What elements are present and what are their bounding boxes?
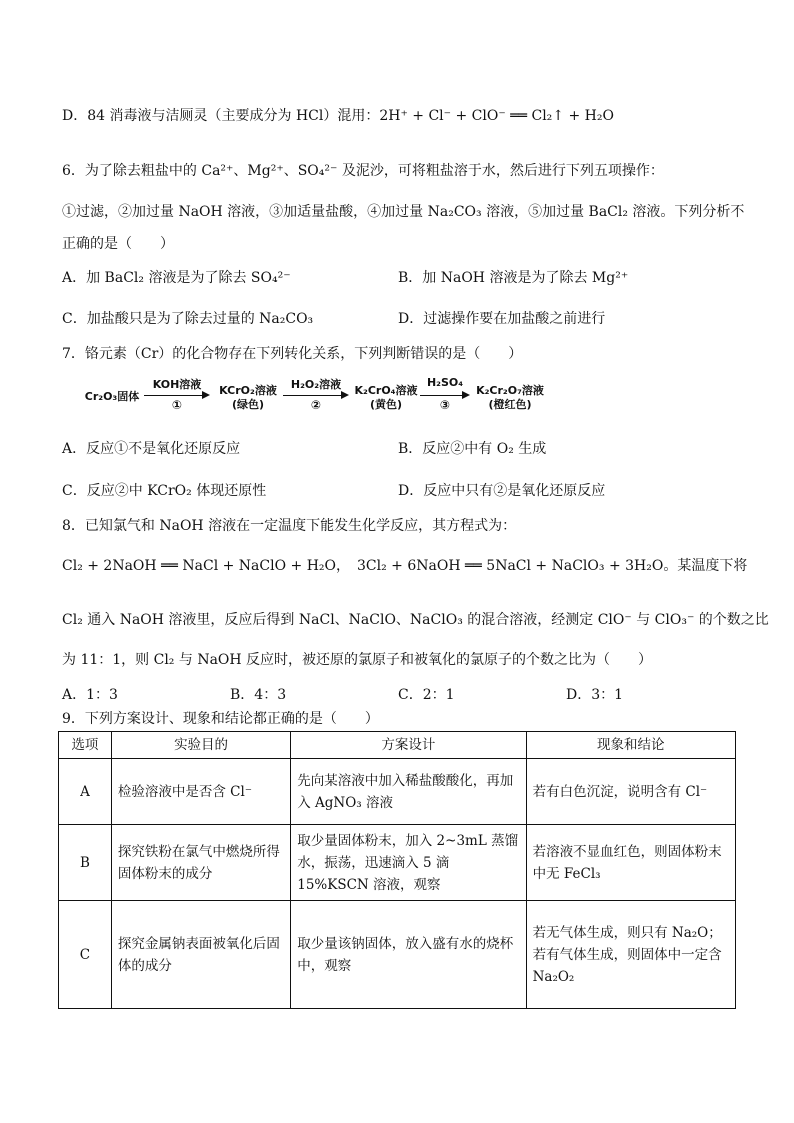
q9-table: [58, 731, 736, 1009]
flow-arrow-2: [283, 376, 349, 420]
row-option: C: [59, 901, 112, 1009]
flow-node-k2cr2o7-color: (橙红色): [488, 398, 532, 411]
flow-arrow-2-step: ②: [310, 398, 322, 412]
row-result: 若溶液不显血红色，则固体粉末中无 FeCl₃: [526, 825, 735, 901]
q7-stem: 7．铬元素（Cr）的化合物存在下列转化关系，下列判断错误的是（ ）: [62, 346, 523, 362]
flow-node-kcro2: [212, 384, 284, 412]
q6-option-c: C．加盐酸只是为了除去过量的 Na₂CO₃: [62, 311, 314, 327]
q6-operations: ①过滤，②加过量 NaOH 溶液，③加适量盐酸，④加过量 Na₂CO₃ 溶液，⑤加过量 BaCl₂ 溶液。下列分析不: [62, 204, 745, 220]
table-row: [59, 825, 736, 901]
flow-arrow-3-reagent: H₂SO₄: [426, 376, 464, 389]
flow-node-k2cro4-label: K₂CrO₄溶液: [354, 384, 418, 397]
flow-arrow-1-reagent: KOH溶液: [152, 378, 202, 391]
flow-node-k2cro4-color: (黄色): [369, 398, 403, 411]
q8-option-b: B．4：3: [230, 687, 287, 703]
q7-option-a: A．反应①不是氧化还原反应: [62, 441, 241, 457]
table-row: [59, 901, 736, 1009]
row-design: 取少量固体粉末，加入 2~3mL 蒸馏水，振荡，迅速滴入 5 滴 15%KSCN 溶液，观察: [291, 825, 526, 901]
flow-node-k2cr2o7-label: K₂Cr₂O₇溶液: [476, 384, 544, 397]
row-option: B: [59, 825, 112, 901]
flow-arrow-2-reagent: H₂O₂溶液: [290, 378, 342, 391]
flow-node-k2cro4: [350, 384, 422, 412]
q9-stem: 9．下列方案设计、现象和结论都正确的是（ ）: [62, 711, 379, 727]
flow-arrow-2-shaft: [283, 395, 343, 396]
row-design: 取少量该钠固体，放入盛有水的烧杯中，观察: [291, 901, 526, 1009]
flow-arrow-3: [420, 376, 470, 420]
q8-line-2: Cl₂ 通入 NaOH 溶液里，反应后得到 NaCl、NaClO、NaClO₃ 的混合溶液，经测定 ClO⁻ 与 ClO₃⁻ 的个数之比: [62, 612, 769, 628]
table-header-result: 现象和结论: [526, 732, 735, 759]
flow-node-k2cr2o7: [470, 384, 550, 412]
q8-equation-1: Cl₂ + 2NaOH ══ NaCl + NaClO + H₂O: [62, 558, 336, 574]
table-header-goal: 实验目的: [111, 732, 290, 759]
table-header-row: [59, 732, 736, 759]
row-goal: 探究铁粉在氯气中燃烧所得固体粉末的成分: [111, 825, 290, 901]
row-goal: 检验溶液中是否含 Cl⁻: [111, 759, 290, 825]
flow-node-kcro2-color: (绿色): [231, 398, 265, 411]
q8-option-d: D．3：1: [566, 687, 624, 703]
q6-option-a: A．加 BaCl₂ 溶液是为了除去 SO₄²⁻: [62, 270, 291, 286]
flow-arrow-1-step: ①: [171, 398, 183, 412]
q8-equations: Cl₂ + 2NaOH ══ NaCl + NaClO + H₂O， 3Cl₂ + 6NaOH ══ 5NaCl + NaClO₃ + 3H₂O。某温度下将: [62, 558, 748, 574]
q8-equation-2: 3Cl₂ + 6NaOH ══ 5NaCl + NaClO₃ + 3H₂O: [357, 558, 664, 574]
flow-node-kcro2-label: KCrO₂溶液: [219, 384, 277, 397]
q7-option-d: D．反应中只有②是氧化还原反应: [398, 483, 606, 499]
q7-conversion-diagram: [80, 376, 550, 420]
q8-stem: 8．已知氯气和 NaOH 溶液在一定温度下能发生化学反应，其方程式为：: [62, 518, 517, 534]
flow-arrow-1-shaft: [144, 395, 204, 396]
flow-node-cr2o3: [80, 390, 144, 404]
q6-option-d: D．过滤操作要在加盐酸之前进行: [398, 311, 606, 327]
row-goal: 探究金属钠表面被氧化后固体的成分: [111, 901, 290, 1009]
q8-option-c: C．2：1: [398, 687, 455, 703]
flow-node-cr2o3-label: Cr₂O₃固体: [84, 390, 140, 403]
q7-option-c: C．反应②中 KCrO₂ 体现还原性: [62, 483, 267, 499]
table-header-design: 方案设计: [291, 732, 526, 759]
flow-arrow-1: [144, 376, 210, 420]
row-result: 若无气体生成，则只有 Na₂O；若有气体生成，则固体中一定含 Na₂O₂: [526, 901, 735, 1009]
table-header-option: 选项: [59, 732, 112, 759]
row-result: 若有白色沉淀，说明含有 Cl⁻: [526, 759, 735, 825]
q7-option-b: B．反应②中有 O₂ 生成: [398, 441, 547, 457]
q6-option-b: B．加 NaOH 溶液是为了除去 Mg²⁺: [398, 270, 629, 286]
flow-arrow-3-step: ③: [439, 398, 451, 412]
table-row: [59, 759, 736, 825]
flow-arrow-3-shaft: [420, 395, 464, 396]
q6-question: 正确的是（ ）: [62, 236, 174, 252]
q5-option-d: D．84 消毒液与洁厕灵（主要成分为 HCl）混用：2H⁺ + Cl⁻ + ClO⁻ ══ Cl₂↑ + H₂O: [62, 108, 614, 124]
q8-equation-tail: 。某温度下将: [663, 558, 748, 574]
row-option: A: [59, 759, 112, 825]
q6-stem: 6．为了除去粗盐中的 Ca²⁺、Mg²⁺、SO₄²⁻ 及泥沙，可将粗盐溶于水，然后进行下列五项操作：: [62, 163, 664, 179]
q8-line-3: 为 11：1，则 Cl₂ 与 NaOH 反应时，被还原的氯原子和被氧化的氯原子的个数之比为（ ）: [62, 652, 653, 668]
q8-option-a: A．1：3: [62, 687, 118, 703]
row-design: 先向某溶液中加入稀盐酸酸化，再加入 AgNO₃ 溶液: [291, 759, 526, 825]
